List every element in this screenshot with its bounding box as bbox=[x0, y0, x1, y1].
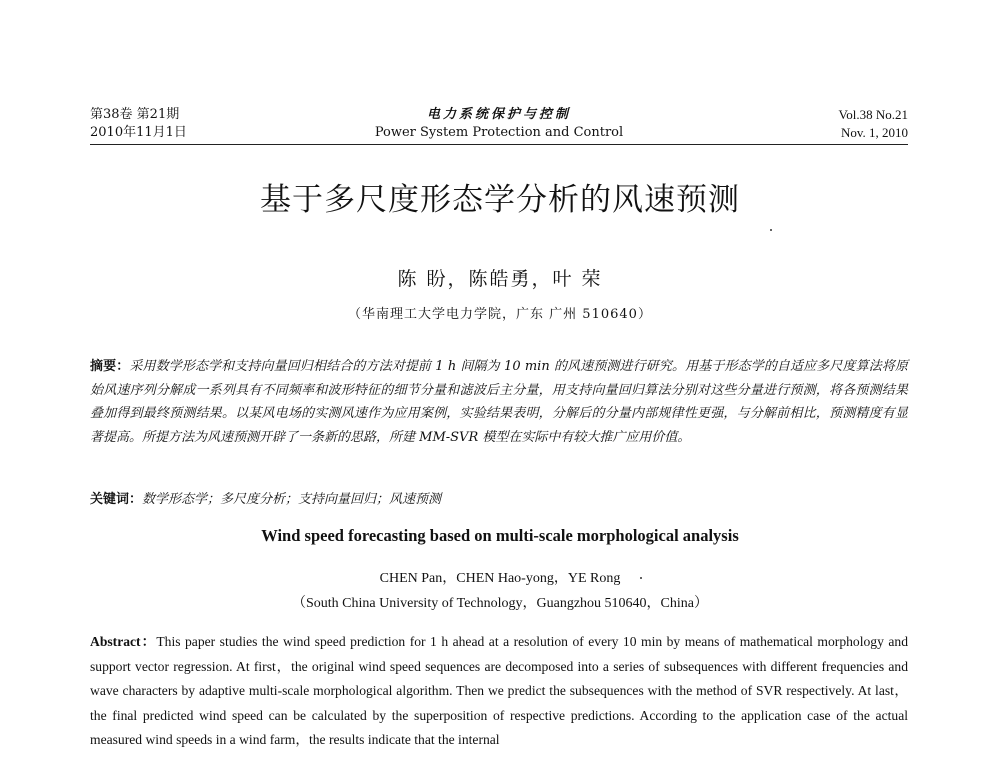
keywords-cn-label: 关键词： bbox=[90, 492, 143, 507]
author-list: 陈 盼，陈皓勇，叶 荣 bbox=[397, 268, 603, 290]
keywords-cn bbox=[90, 488, 908, 507]
date-en: Nov. 1, 2010 bbox=[840, 125, 908, 140]
abstract-en-text: This paper studies the wind speed prediction for 1 h ahead at a resolution of every 10 min by means of mathematical morphology and support vector regression. At first，the original wind speed sequences are decomposed into a series of subsequences with different frequencies and wave characters by adaptive multi-scale morphological algorithm. Then we predict the subsequences with the method of SVR respectively. At last，the final predicted wind speed can be calculated by the superposition of respective predictions. According to the application case of the actual measured wind speeds in a wind farm，the results indicate that the internal bbox=[90, 634, 908, 748]
keywords-cn-text: 数学形态学；多尺度分析；支持向量回归；风速预测 bbox=[142, 492, 442, 507]
volume-issue-en: Vol.38 No.21 bbox=[838, 107, 908, 122]
abstract-en bbox=[90, 630, 908, 753]
journal-name bbox=[90, 106, 908, 142]
journal-name-en: Power System Protection and Control bbox=[374, 125, 624, 140]
running-header bbox=[90, 106, 908, 146]
abstract-cn-label: 摘要： bbox=[90, 359, 130, 374]
date-cn: 2010年11月1日 bbox=[90, 125, 187, 140]
scan-speck bbox=[640, 577, 642, 579]
paper-title-en: Wind speed forecasting based on multi-scale morphological analysis bbox=[261, 526, 739, 545]
affiliation-en: （South China University of Technology，Guangzhou 510640，China） bbox=[291, 596, 708, 611]
author-list-en: CHEN Pan，CHEN Hao-yong，YE Rong bbox=[379, 571, 621, 586]
abstract-cn-text: 采用数学形态学和支持向量回归相结合的方法对提前 1 h 间隔为 10 min 的风速预测进行研究。用基于形态学的自适应多尺度算法将原始风速序列分解成一系列具有不同频率和波形特征的细节分量和滤波后主分量，用支持向量回归算法分别对这些分量进行预测，将各预测结果叠加得到最终预测结果。以某风电场的实测风速作为应用案例，实验结果表明，分解后的分量内部规律性更强，与分解前相比，预测精度有显著提高。所提方法为风速预测开辟了一条新的思路，所建 MM-SVR 模型在实际中有较大推广应用价值。 bbox=[90, 359, 908, 445]
journal-volume-right bbox=[839, 106, 908, 142]
header-rule bbox=[90, 144, 908, 145]
scan-speck bbox=[770, 229, 772, 231]
abstract-en-label: Abstract： bbox=[90, 634, 157, 649]
abstract-cn bbox=[90, 355, 908, 449]
journal-name-cn: 电力系统保护与控制 bbox=[426, 107, 571, 122]
volume-issue-cn: 第38卷 第21期 bbox=[90, 107, 180, 122]
paper-title: 基于多尺度形态学分析的风速预测 bbox=[260, 182, 740, 218]
affiliation: （华南理工大学电力学院，广东 广州 510640） bbox=[348, 307, 652, 322]
